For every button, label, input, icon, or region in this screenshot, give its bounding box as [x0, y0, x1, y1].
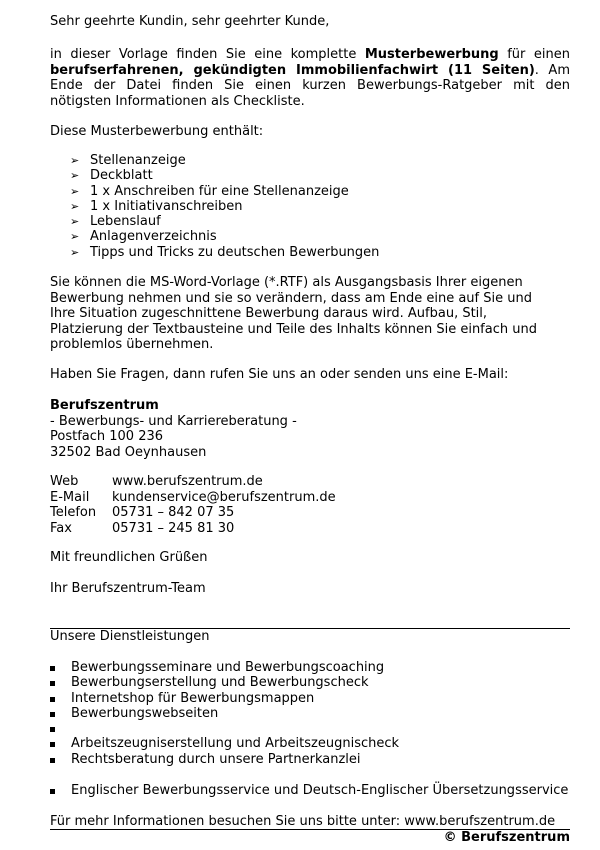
email-link[interactable]: kundenservice@berufszentrum.de [112, 489, 336, 505]
web-link[interactable]: www.berufszentrum.de [112, 474, 263, 489]
arrow-bullet-icon: ➢ [70, 154, 80, 167]
usage-paragraph: Sie können die MS-Word-Vorlage (*.RTF) als Ausgangsbasis Ihrer eigenen Bewerbung nehmen und sie so verändern, dass am Ende eine auf Sie und Ihre Situation zugeschnittene Bewerbung daraus wird. Aufbau, Stil, Platzierung der Textbausteine und Teile des Inhalts können Sie einfach und problemlos übernehmen. [50, 275, 537, 352]
square-bullet-icon [50, 712, 55, 717]
list-item [50, 721, 570, 736]
footer-info: Für mehr Informationen besuchen Sie uns bitte unter: www.berufszentrum.de [50, 814, 556, 829]
intro-text-3: . Am Ende der Datei finden Sie einen kurzen Bewerbungs-Ratgeber mit den nötigsten Informationen als Checkliste. [50, 62, 570, 109]
company-address [50, 398, 570, 460]
signature: Ihr Berufszentrum-Team [50, 581, 206, 596]
contents-heading: Diese Musterbewerbung enthält: [50, 124, 264, 139]
intro-text-1: in dieser Vorlage finden Sie eine komplette [50, 47, 365, 62]
salutation: Sehr geehrte Kundin, sehr geehrter Kunde, [50, 14, 330, 29]
square-bullet-icon [50, 758, 55, 763]
list-item: Englischer Bewerbungsservice und Deutsch-Englischer Übersetzungsservice [50, 783, 570, 798]
list-item: ➢ Anlagenverzeichnis [70, 229, 217, 245]
services-list [50, 660, 570, 767]
arrow-bullet-icon: ➢ [70, 245, 80, 259]
contact-fax: Fax 05731 – 245 81 30 [50, 520, 235, 536]
list-item: Bewerbungserstellung und Bewerbungscheck [50, 675, 570, 690]
list-item: ➢ Stellenanzeige [70, 153, 186, 168]
list-item: Rechtsberatung durch unsere Partnerkanzlei [50, 752, 570, 767]
square-bullet-icon [50, 789, 55, 794]
company-tagline: - Bewerbungs- und Karriereberatung - [50, 413, 297, 429]
arrow-bullet-icon: ➢ [70, 215, 80, 229]
company-city: 32502 Bad Oeynhausen [50, 444, 207, 460]
arrow-bullet-icon: ➢ [70, 199, 80, 213]
square-bullet-icon [50, 742, 55, 747]
list-item: Bewerbungsseminare und Bewerbungscoaching [50, 660, 570, 675]
contents-list [50, 153, 570, 260]
footer-copyright-row [50, 830, 570, 846]
square-bullet-icon [50, 666, 55, 671]
closing: Mit freundlichen Grüßen [50, 550, 208, 565]
list-item: ➢ 1 x Anschreiben für eine Stellenanzeige [70, 183, 349, 199]
footer-copyright: © Berufszentrum [443, 830, 570, 845]
arrow-bullet-icon: ➢ [70, 169, 80, 183]
intro-bold-1: Musterbewerbung [364, 47, 499, 62]
contact-phone: Telefon 05731 – 842 07 35 [50, 505, 235, 520]
company-name: Berufszentrum [50, 398, 159, 413]
contact-email: E-Mail kundenservice@berufszentrum.de [50, 489, 336, 505]
contact-block [50, 474, 570, 536]
square-bullet-icon [50, 697, 55, 702]
contact-web: Web www.berufszentrum.de [50, 474, 263, 489]
services-heading: Unsere Dienstleistungen [50, 629, 210, 644]
list-item: ➢ 1 x Initiativanschreiben [70, 198, 243, 214]
list-item: Internetshop für Bewerbungsmappen [50, 691, 570, 706]
company-street: Postfach 100 236 [50, 429, 164, 444]
list-item: Bewerbungswebseiten [50, 706, 570, 721]
square-bullet-icon [50, 681, 55, 686]
square-bullet-icon [50, 727, 55, 732]
list-item: ➢ Tipps und Tricks zu deutschen Bewerbungen [70, 244, 380, 260]
list-item: ➢ Deckblatt [70, 168, 153, 184]
arrow-bullet-icon: ➢ [70, 230, 80, 244]
intro-text-2: für einen [498, 47, 570, 62]
intro-bold-2: berufserfahrenen, gekündigten Immobilienfachwirt (11 Seiten) [50, 62, 535, 78]
services-list-extra [50, 783, 570, 798]
intro-paragraph [50, 47, 570, 109]
list-item: ➢ Lebenslauf [70, 214, 161, 230]
questions-line: Haben Sie Fragen, dann rufen Sie uns an oder senden uns eine E-Mail: [50, 367, 509, 382]
arrow-bullet-icon: ➢ [70, 184, 80, 198]
list-item: Arbeitszeugniserstellung und Arbeitszeugnischeck [50, 736, 570, 751]
